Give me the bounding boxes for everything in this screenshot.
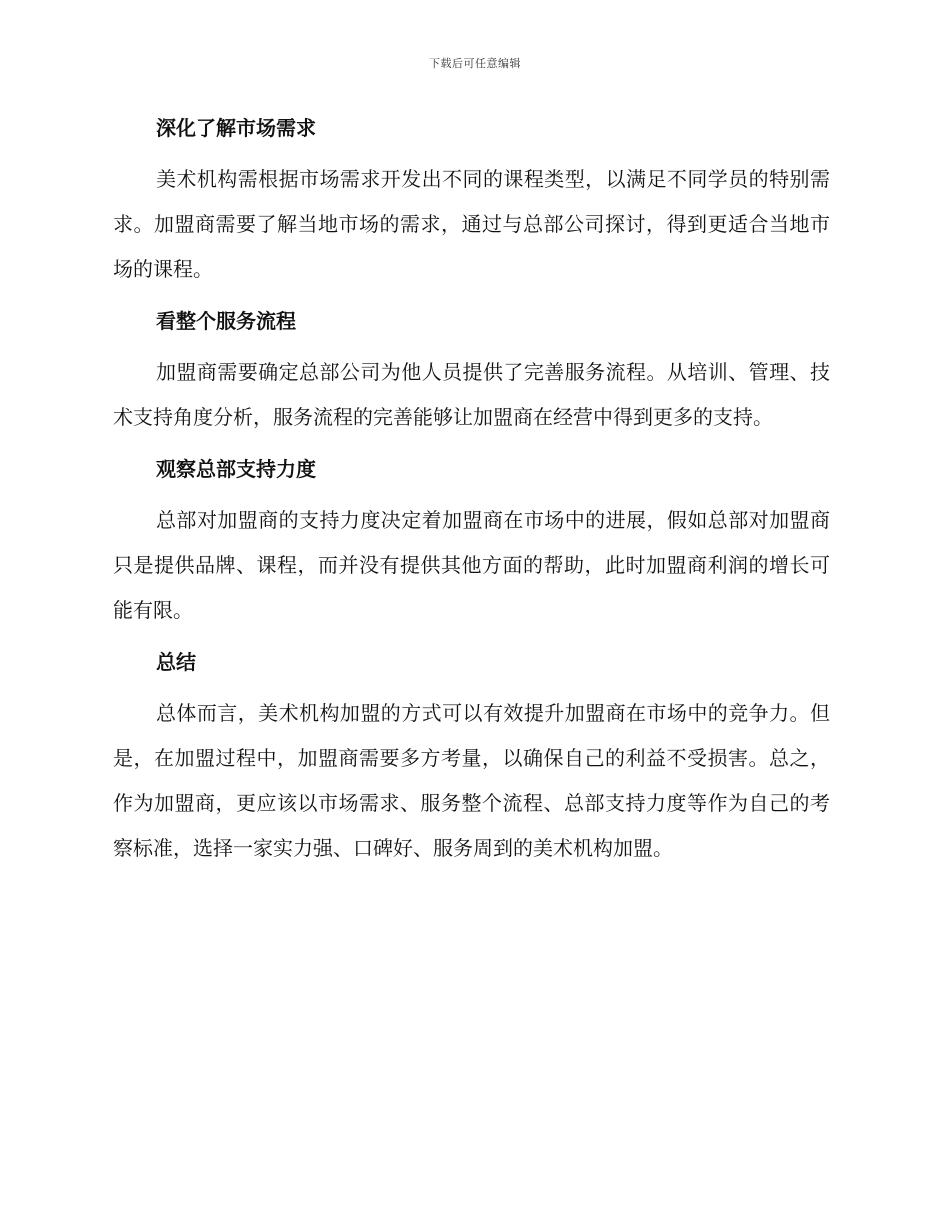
section-heading: 观察总部支持力度 [156, 457, 316, 481]
section-paragraph: 总体而言，美术机构加盟的方式可以有效提升加盟商在市场中的竞争力。但是，在加盟过程中，加盟商需要多方考量，以确保自己的利益不受损害。总之，作为加盟商，更应该以市场需求、服务整个流程、总部支持力度等作为自己的考察标准，选择一家实力强、口碑好、服务周到的美术机构加盟。 [113, 701, 830, 860]
section-heading: 深化了解市场需求 [156, 116, 316, 140]
section-heading: 总结 [156, 650, 196, 674]
section-market-demand [113, 110, 830, 292]
section-paragraph: 美术机构需根据市场需求开发出不同的课程类型，以满足不同学员的特别需求。加盟商需要了解当地市场的需求，通过与总部公司探讨，得到更适合当地市场的课程。 [113, 167, 830, 281]
document-body [113, 110, 830, 882]
section-service-process [113, 303, 830, 440]
header-note: 下载后可任意编辑 [429, 57, 521, 70]
section-paragraph: 总部对加盟商的支持力度决定着加盟商在市场中的进展，假如总部对加盟商只是提供品牌、课程，而并没有提供其他方面的帮助，此时加盟商利润的增长可能有限。 [113, 508, 830, 622]
section-summary [113, 644, 830, 871]
section-hq-support [113, 451, 830, 633]
section-paragraph: 加盟商需要确定总部公司为他人员提供了完善服务流程。从培训、管理、技术支持角度分析，服务流程的完善能够让加盟商在经营中得到更多的支持。 [113, 360, 830, 429]
section-heading: 看整个服务流程 [156, 309, 296, 333]
